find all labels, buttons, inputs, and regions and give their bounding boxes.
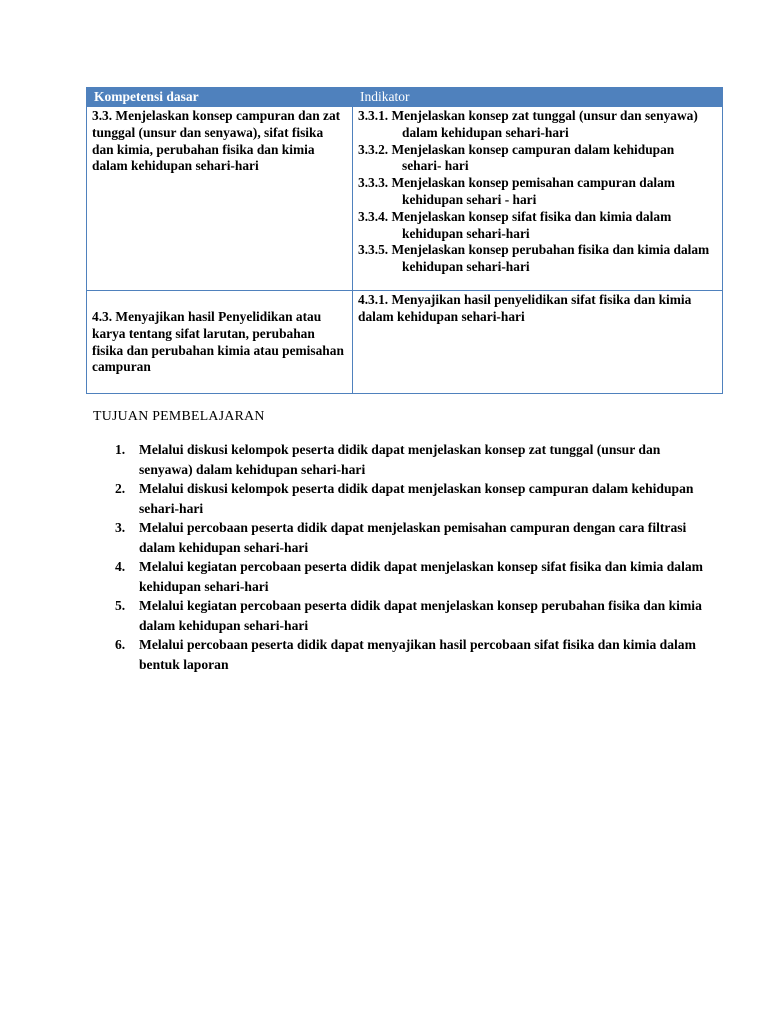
- indikator-item: 3.3.3. Menjelaskan konsep pemisahan campuran dalam kehidupan sehari - hari: [358, 175, 675, 207]
- competency-table: [86, 87, 723, 394]
- tujuan-list: [93, 440, 713, 674]
- list-number: 6.: [115, 637, 126, 652]
- list-number: 4.: [115, 559, 126, 574]
- list-text: Melalui percobaan peserta didik dapat menjelaskan pemisahan campuran dengan cara filtrasi dalam kehidupan sehari-hari: [139, 520, 687, 555]
- list-number: 5.: [115, 598, 126, 613]
- list-text: Melalui diskusi kelompok peserta didik dapat menjelaskan konsep campuran dalam kehidupan sehari-hari: [139, 481, 694, 516]
- indikator-cell: [353, 291, 723, 394]
- list-item: [93, 440, 713, 479]
- indikator-cell: [353, 107, 723, 291]
- indikator-item: 3.3.5. Menjelaskan konsep perubahan fisika dan kimia dalam kehidupan sehari-hari: [358, 242, 710, 275]
- list-item: [93, 557, 713, 596]
- section-title: TUJUAN PEMBELAJARAN: [93, 408, 265, 423]
- list-text: Melalui percobaan peserta didik dapat menyajikan hasil percobaan sifat fisika dan kimia dalam bentuk laporan: [139, 637, 696, 672]
- list-text: Melalui kegiatan percobaan peserta didik dapat menjelaskan konsep sifat fisika dan kimia dalam kehidupan sehari-hari: [139, 559, 703, 594]
- list-item: [93, 479, 713, 518]
- indikator-item: 3.3.1. Menjelaskan konsep zat tunggal (unsur dan senyawa) dalam kehidupan sehari-hari: [358, 108, 698, 140]
- list-item: [93, 635, 713, 674]
- indikator-item: 4.3.1. Menyajikan hasil penyelidikan sifat fisika dan kimia dalam kehidupan sehari-hari: [358, 292, 692, 324]
- indikator-item: 3.3.4. Menjelaskan konsep sifat fisika dan kimia dalam kehidupan sehari-hari: [358, 208, 672, 241]
- header-indikator: Indikator: [353, 88, 723, 107]
- header-kompetensi-dasar: Kompetensi dasar: [87, 88, 353, 107]
- kompetensi-cell: 4.3. Menyajikan hasil Penyelidikan atau karya tentang sifat larutan, perubahan fisika dan perubahan kimia atau pemisahan campuran: [87, 291, 353, 394]
- list-number: 2.: [115, 481, 126, 496]
- list-item: [93, 518, 713, 557]
- list-item: [93, 596, 713, 635]
- table-row: [87, 291, 723, 394]
- list-number: 1.: [115, 442, 126, 457]
- table-row: [87, 107, 723, 291]
- table-header-row: [87, 88, 723, 107]
- list-text: Melalui kegiatan percobaan peserta didik dapat menjelaskan konsep perubahan fisika dan kimia dalam kehidupan sehari-hari: [139, 598, 702, 633]
- list-text: Melalui diskusi kelompok peserta didik dapat menjelaskan konsep zat tunggal (unsur dan senyawa) dalam kehidupan sehari-hari: [139, 442, 661, 477]
- indikator-item: 3.3.2. Menjelaskan konsep campuran dalam kehidupan sehari- hari: [358, 141, 675, 174]
- kompetensi-cell: 3.3. Menjelaskan konsep campuran dan zat tunggal (unsur dan senyawa), sifat fisika dan kimia, perubahan fisika dan kimia dalam kehidupan sehari-hari: [87, 107, 353, 291]
- list-number: 3.: [115, 520, 126, 535]
